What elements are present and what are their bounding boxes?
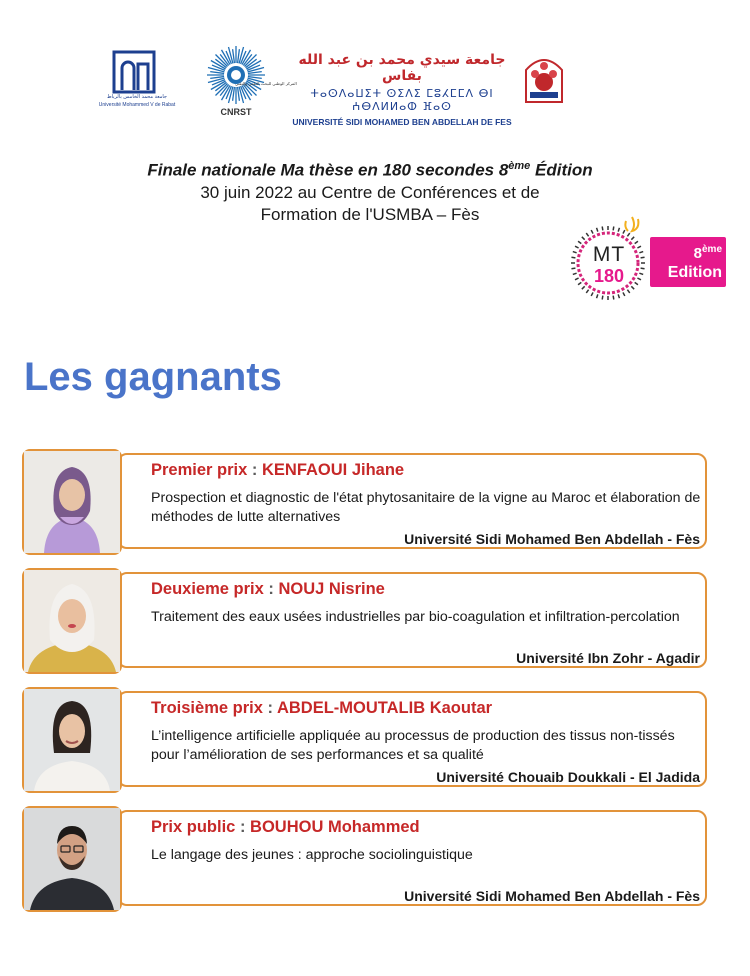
prize-separator: : xyxy=(262,699,277,717)
um5-logo xyxy=(98,50,176,110)
winner-name: KENFAOUI Jihane xyxy=(261,461,405,479)
badge-edition xyxy=(654,241,722,283)
prize-separator: : xyxy=(235,818,251,836)
winner-card-2 xyxy=(22,568,708,674)
winner-card-1 xyxy=(22,449,708,555)
winner-name: BOUHOU Mohammed xyxy=(250,818,420,836)
winner-name: ABDEL-MOUTALIB Kaoutar xyxy=(276,699,493,717)
usmba-logo-text xyxy=(292,52,512,127)
winner-photo xyxy=(22,806,122,912)
prize-line xyxy=(151,818,420,837)
prize-separator: : xyxy=(247,461,262,479)
thesis-title: Prospection et diagnostic de l'état phytosanitaire de la vigne au Maroc et élaboration de méthodes de lutte alternatives xyxy=(151,490,701,525)
um5-caption-ar: جامعة محمد الخامس بالرباط xyxy=(106,94,168,100)
page-title: Les gagnants xyxy=(24,355,282,399)
thesis-title: L’intelligence artificielle appliquée au processus de production des tissus non-tissés pour l’amélioration de ses performances et sa qualité xyxy=(151,728,675,763)
winner-photo xyxy=(22,687,122,793)
event-venue-line: Formation de l'USMBA – Fès xyxy=(260,204,480,224)
event-title-end: Édition xyxy=(530,160,593,180)
winner-photo xyxy=(22,568,122,674)
event-title-sup: ème xyxy=(508,160,531,172)
university-name: Université Sidi Mohamed Ben Abdellah - Fès xyxy=(404,888,700,904)
cnrst-caption-ar: المركز الوطني للبحث العلمي والتقني xyxy=(235,81,297,86)
usmba-french-name: UNIVERSITÉ SIDI MOHAMED BEN ABDELLAH DE FES xyxy=(292,117,512,127)
badge-edition-word: Edition xyxy=(667,264,722,281)
usmba-tifinagh-name: ⵜⴰⵙⴷⴰⵡⵉⵜ ⵙⵉⴷⵉ ⵎⵓⵃⵎⵎⴷ ⴱⵏ ⵄⴱⴷⵍⵍⴰⵀ ⴼⴰⵙ xyxy=(310,87,494,113)
thesis-title: Traitement des eaux usées industrielles par bio-coagulation et infiltration-percolation xyxy=(151,609,680,625)
badge-mt: MT xyxy=(592,243,626,266)
cnrst-logo xyxy=(205,45,297,120)
prize-label: Premier prix xyxy=(151,461,248,479)
prize-label: Prix public xyxy=(151,818,236,836)
prize-line xyxy=(151,580,385,599)
event-date-line: 30 juin 2022 au Centre de Conférences et de xyxy=(200,182,540,202)
usmba-emblem-icon xyxy=(520,52,568,107)
event-header xyxy=(100,155,640,226)
prize-line xyxy=(151,699,492,718)
badge-edition-sup: ème xyxy=(701,244,722,255)
thesis-title: Le langage des jeunes : approche sociolinguistique xyxy=(151,847,473,863)
winner-card-3 xyxy=(22,687,708,793)
event-title-main: Finale nationale Ma thèse en 180 secondes 8 xyxy=(147,160,509,180)
prize-line xyxy=(151,461,404,480)
prize-label: Deuxieme prix xyxy=(151,580,264,598)
usmba-arabic-name: جامعة سيدي محمد بن عبد الله بفاس xyxy=(298,52,506,84)
winner-photo xyxy=(22,449,122,555)
prize-separator: : xyxy=(263,580,279,598)
badge-180: 180 xyxy=(593,266,625,286)
event-title xyxy=(100,155,640,182)
um5-caption-fr: Université Mohammed V de Rabat xyxy=(98,102,176,108)
winner-card-4 xyxy=(22,806,708,912)
university-name: Université Ibn Zohr - Agadir xyxy=(516,650,700,666)
university-name: Université Sidi Mohamed Ben Abdellah - Fès xyxy=(404,531,700,547)
cnrst-label: CNRST xyxy=(220,107,252,117)
university-name: Université Chouaib Doukkali - El Jadida xyxy=(436,769,700,785)
prize-label: Troisième prix xyxy=(151,699,263,717)
badge-edition-num: 8 xyxy=(693,245,702,262)
winner-name: NOUJ Nisrine xyxy=(278,580,385,598)
mt180-badge xyxy=(570,215,730,305)
